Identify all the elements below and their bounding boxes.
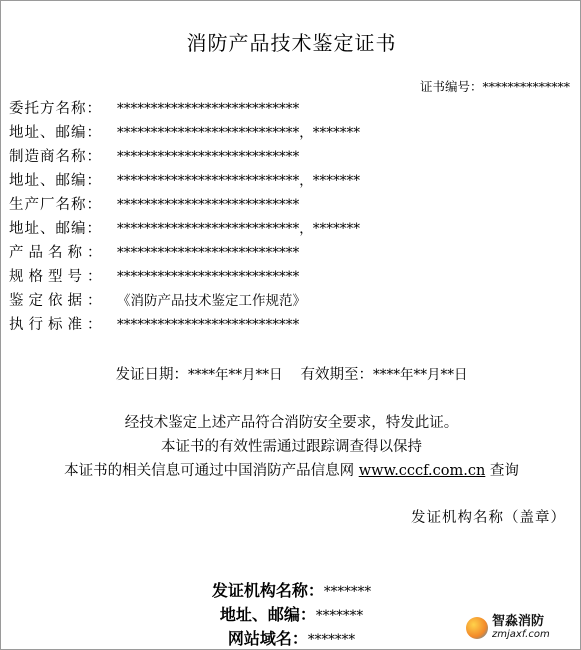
field-label: 制造商名称： bbox=[9, 149, 102, 165]
watermark-url: zmjaxf.com bbox=[492, 629, 550, 640]
field-label: 鉴定依据： bbox=[9, 293, 107, 309]
field-row-product-name bbox=[9, 241, 360, 265]
field-row-entrusting-address bbox=[9, 121, 360, 145]
field-value: ***************************，******* bbox=[117, 221, 360, 237]
field-label: 生产厂名称： bbox=[9, 197, 102, 213]
valid-until-value: ****年**月**日 bbox=[373, 367, 468, 383]
field-row-basis bbox=[9, 289, 360, 313]
watermark-name: 智淼消防 bbox=[492, 614, 545, 629]
issuer-website-value: ******* bbox=[307, 632, 356, 648]
certificate-dates bbox=[1, 363, 581, 384]
field-value: ***************************，******* bbox=[117, 125, 360, 141]
field-value: ***************************，******* bbox=[117, 173, 360, 189]
issue-date-value: ****年**月**日 bbox=[188, 367, 283, 383]
certificate-title: 消防产品技术鉴定证书 bbox=[186, 31, 397, 55]
field-row-factory bbox=[9, 193, 360, 217]
issuer-address-label: 地址、邮编： bbox=[219, 605, 316, 624]
watermark-logo bbox=[466, 615, 550, 640]
statement-compliance: 经技术鉴定上述产品符合消防安全要求，特发此证。 bbox=[124, 415, 459, 431]
statement-lookup-prefix: 本证书的相关信息可通过中国消防产品信息网 bbox=[64, 463, 355, 479]
field-row-entrusting-party bbox=[9, 97, 360, 121]
field-label: 执行标准： bbox=[9, 317, 107, 333]
issuer-name-label: 发证机构名称： bbox=[211, 581, 324, 600]
certificate-number-label: 证书编号： bbox=[419, 79, 483, 94]
field-value: *************************** bbox=[117, 317, 300, 333]
statement-validity: 本证书的有效性需通过跟踪调查得以保持 bbox=[161, 439, 422, 455]
field-row-model bbox=[9, 265, 360, 289]
field-label: 地址、邮编： bbox=[9, 221, 102, 237]
issuer-name-row bbox=[1, 578, 581, 601]
field-row-factory-address bbox=[9, 217, 360, 241]
info-site-link[interactable]: www.cccf.com.cn bbox=[358, 463, 486, 479]
statement-lookup bbox=[1, 459, 581, 480]
valid-until-label: 有效期至： bbox=[300, 367, 373, 383]
field-value: *************************** bbox=[117, 101, 300, 117]
issuer-website-label: 网站域名： bbox=[227, 629, 308, 648]
field-row-standard bbox=[9, 313, 360, 337]
certificate-fields bbox=[9, 97, 360, 337]
field-value: *************************** bbox=[117, 245, 300, 261]
field-label: 规格型号： bbox=[9, 269, 107, 285]
certificate-number-value: ************** bbox=[482, 79, 570, 94]
seal-text: 发证机构名称（盖章） bbox=[411, 510, 566, 526]
field-value: 《消防产品技术鉴定工作规范》 bbox=[117, 293, 306, 309]
field-row-manufacturer bbox=[9, 145, 360, 169]
field-row-manufacturer-address bbox=[9, 169, 360, 193]
issuer-name-value: ******* bbox=[323, 584, 372, 600]
certificate-number bbox=[420, 77, 570, 95]
statement-lookup-suffix: 查询 bbox=[489, 463, 519, 479]
field-value: *************************** bbox=[117, 149, 300, 165]
issue-date-label: 发证日期： bbox=[115, 367, 188, 383]
field-label: 地址、邮编： bbox=[9, 125, 102, 141]
brand-logo-icon bbox=[466, 617, 488, 639]
field-label: 地址、邮编： bbox=[9, 173, 102, 189]
field-label: 产品名称： bbox=[9, 245, 107, 261]
field-label: 委托方名称： bbox=[9, 101, 102, 117]
field-value: *************************** bbox=[117, 197, 300, 213]
watermark-text bbox=[492, 615, 550, 640]
field-value: *************************** bbox=[117, 269, 300, 285]
issuer-address-value: ******* bbox=[315, 608, 364, 624]
